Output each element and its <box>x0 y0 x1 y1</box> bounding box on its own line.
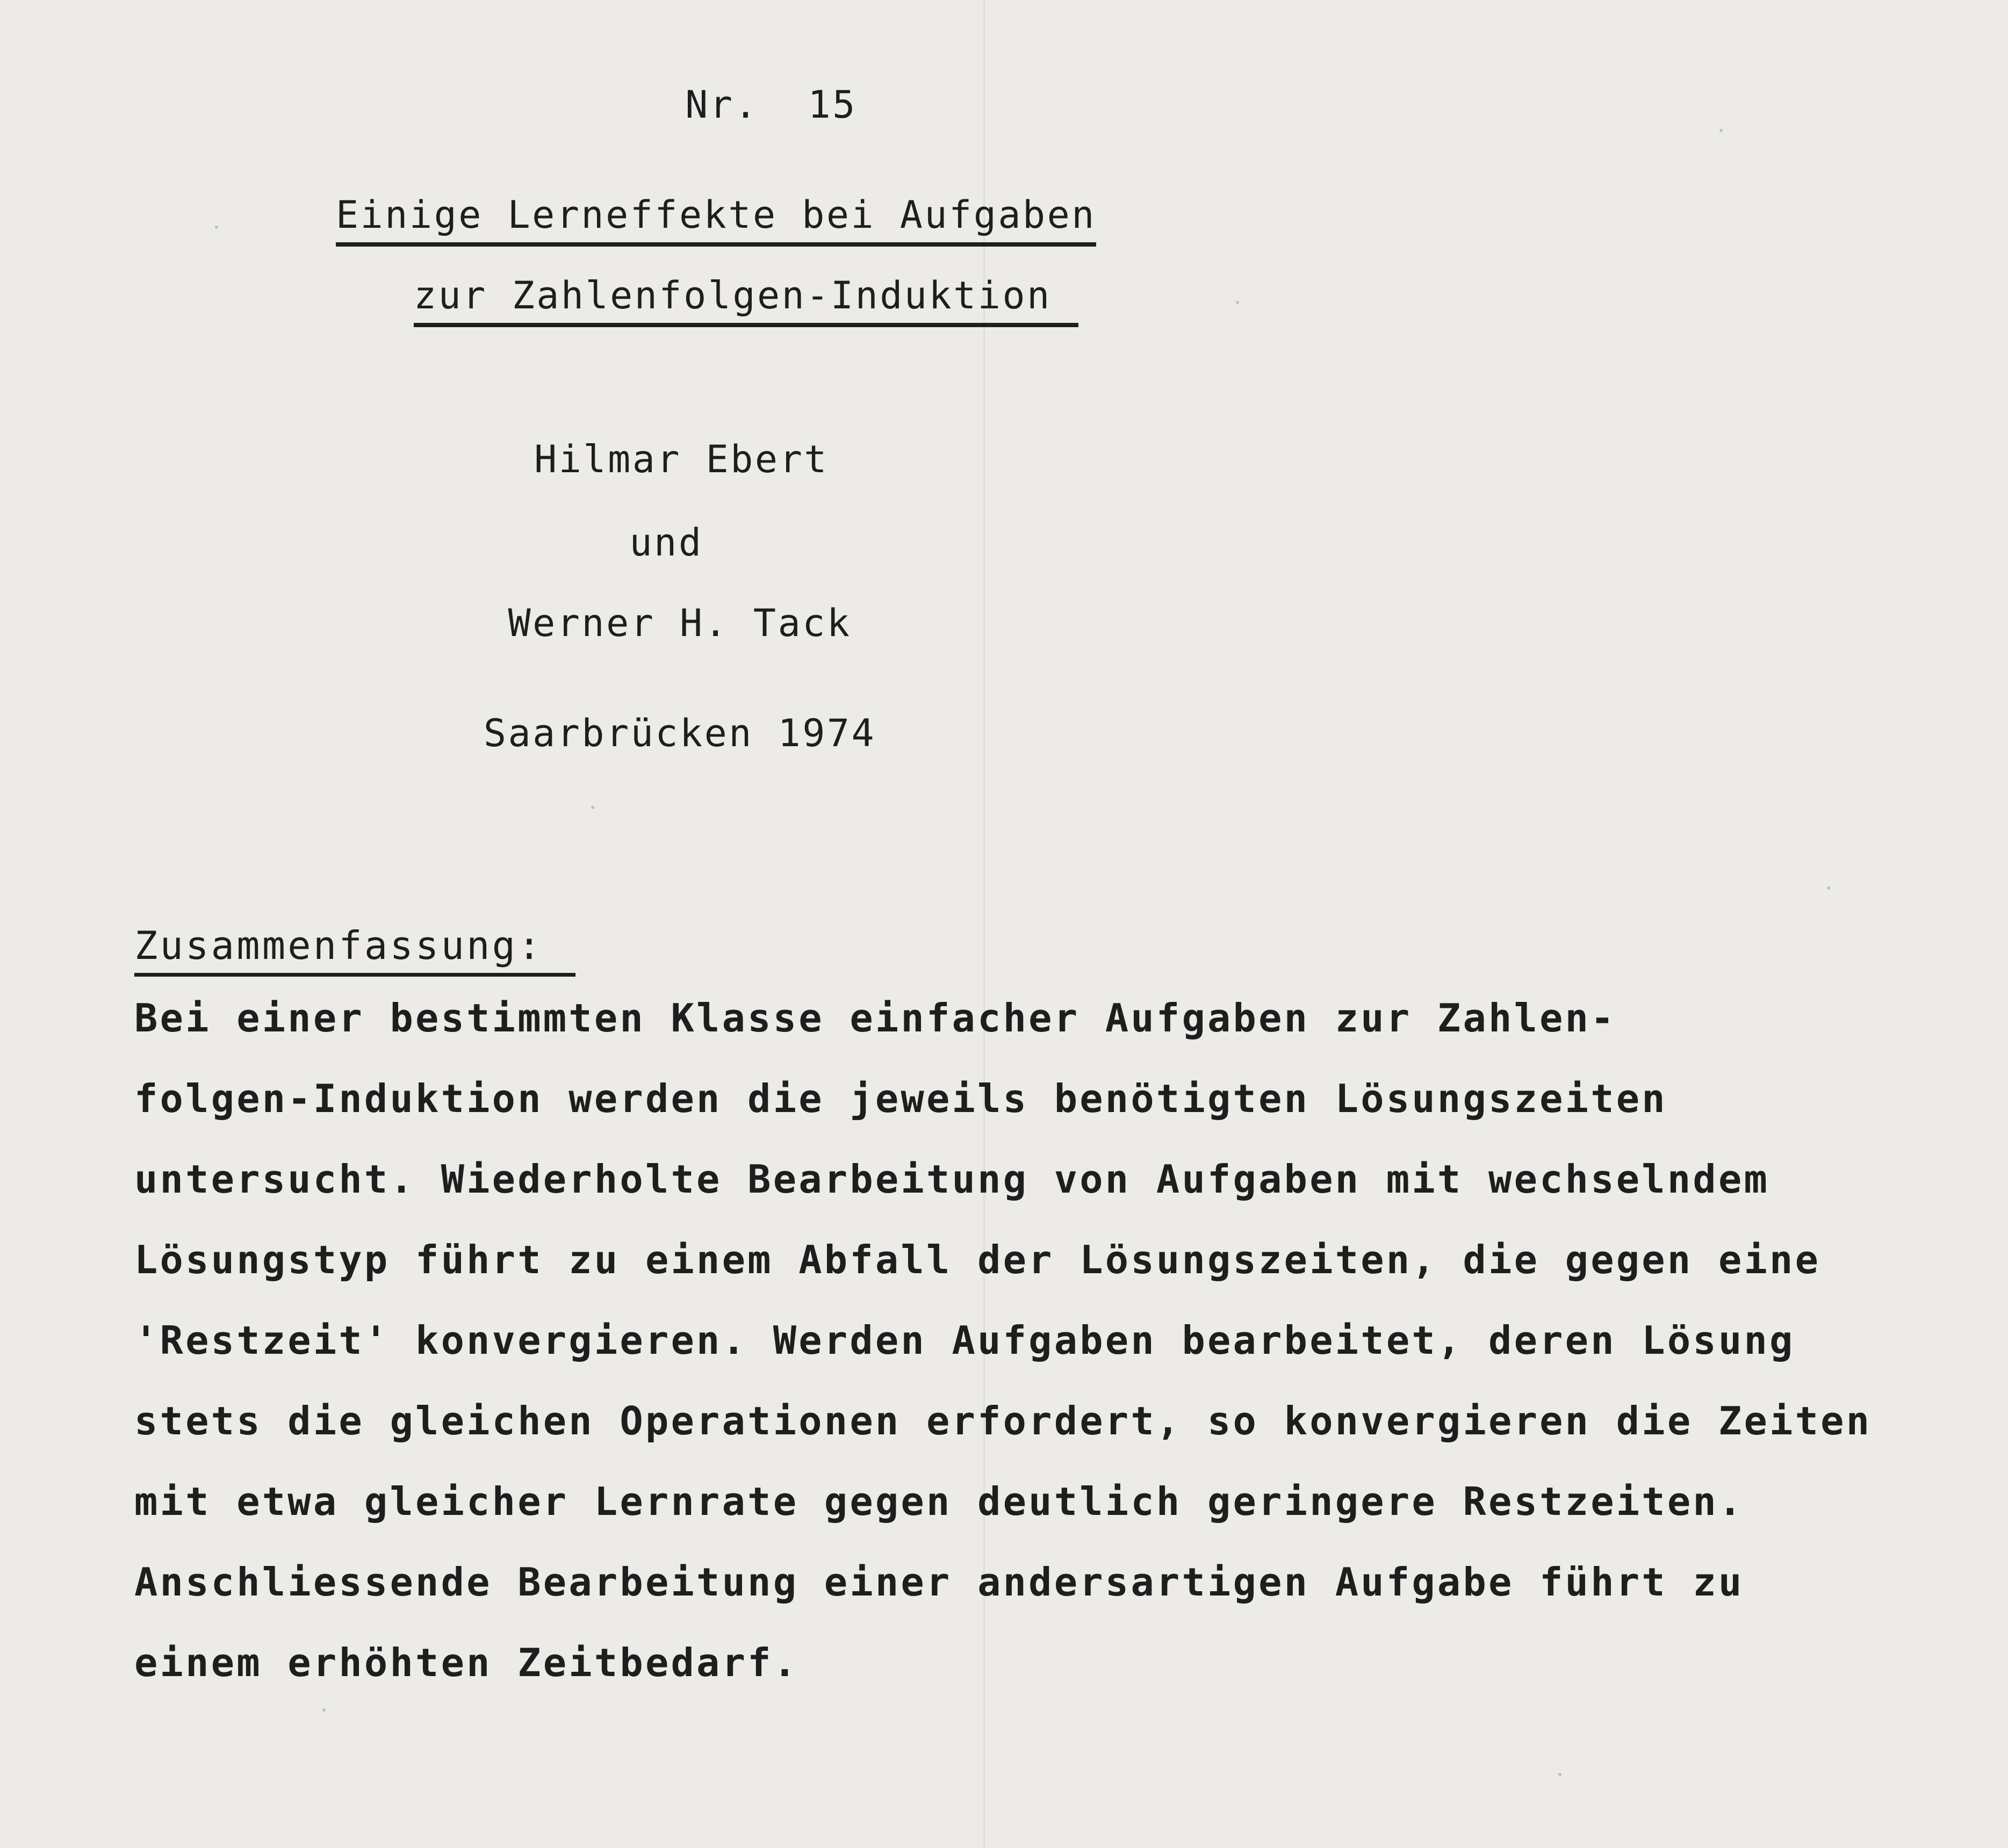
scan-speck <box>322 1708 326 1712</box>
scan-speck <box>591 806 594 809</box>
title-line-2: zur Zahlenfolgen-Induktion <box>414 271 1078 327</box>
abstract-heading: Zusammenfassung: <box>134 921 575 977</box>
scan-speck <box>1827 886 1830 890</box>
scan-speck <box>1558 1773 1561 1776</box>
abstract-line: Anschliessende Bearbeitung einer andersartigen Aufgabe führt zu <box>134 1560 1744 1605</box>
scan-speck <box>1236 301 1239 304</box>
author-1: Hilmar Ebert <box>534 437 829 481</box>
abstract-line: mit etwa gleicher Lernrate gegen deutlich geringere Restzeiten. <box>134 1479 1744 1524</box>
scan-speck <box>1719 129 1723 132</box>
abstract-line: Bei einer bestimmten Klasse einfacher Aufgaben zur Zahlen- <box>134 995 1616 1041</box>
report-number: Nr. 15 <box>685 83 857 127</box>
abstract-line: 'Restzeit' konvergieren. Werden Aufgaben bearbeitet, deren Lösung <box>134 1318 1795 1363</box>
author-conjunction: und <box>629 521 703 565</box>
title-line-1: Einige Lerneffekte bei Aufgaben <box>336 191 1096 247</box>
abstract-line: untersucht. Wiederholte Bearbeitung von Aufgaben mit wechselndem <box>134 1157 1770 1202</box>
scan-speck <box>215 226 218 229</box>
abstract-line: einem erhöhten Zeitbedarf. <box>134 1640 799 1685</box>
abstract-line: stets die gleichen Operationen erfordert, so konvergieren die Zeiten <box>134 1398 1872 1443</box>
place-year: Saarbrücken 1974 <box>483 711 876 755</box>
author-2: Werner H. Tack <box>508 601 852 645</box>
abstract-line: Lösungstyp führt zu einem Abfall der Lösungszeiten, die gegen eine <box>134 1237 1821 1282</box>
abstract-line: folgen-Induktion werden die jeweils benötigten Lösungszeiten <box>134 1076 1667 1121</box>
